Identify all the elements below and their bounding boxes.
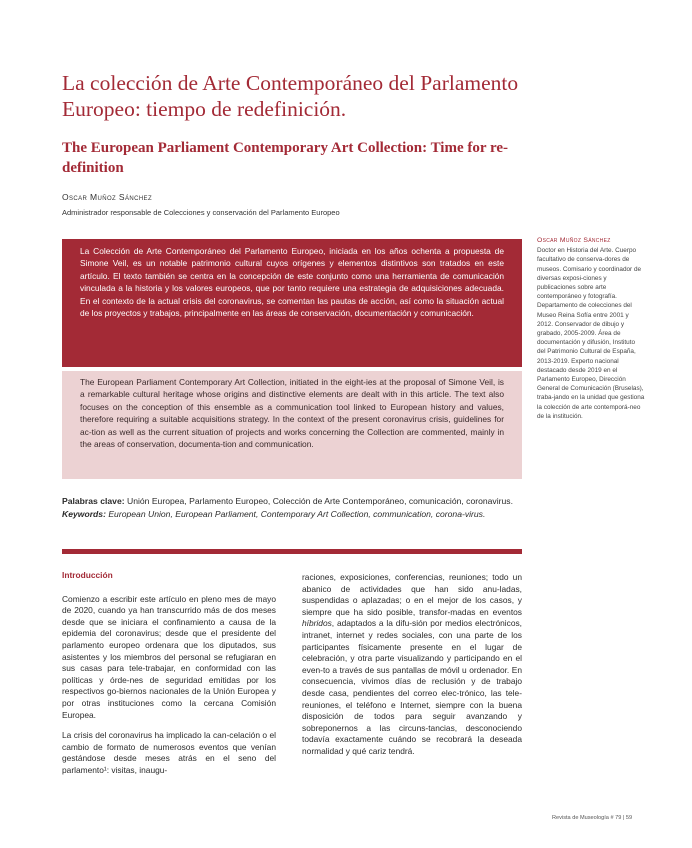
keywords-english xyxy=(62,509,522,521)
author-bio-sidebar xyxy=(537,236,645,421)
body-column-left xyxy=(62,568,276,786)
section-divider xyxy=(62,549,522,554)
abstract-english-text: The European Parliament Contemporary Art Collection, initiated in the eight-ies at the proposal of Simone Veil, is a remarkable cultural heritage whose origins and distinctive elements are dealt with in this article. The text also focuses on the conception of this ensemble as a communication tool linked to European history and values, therefore requiring a suitable acquisitions strategy. In the context of the present coronavirus crisis, guidelines for ac-tion as well as the current situation of projects and works concerning the Collection are commented, mainly in the areas of conservation, documenta-tion and communication. xyxy=(80,377,504,450)
keywords-english-text: European Union, European Parliament, Contemporary Art Collection, communication, corona-virus. xyxy=(108,508,486,519)
body-paragraph-3-part-a: raciones, exposiciones, conferencias, reuniones; todo un abanico de actividades que han sido anu-ladas, suspendidas o aplazadas; o en el mejor de los casos, y siempre que ha sido posible, transfor-madas en eventos xyxy=(302,572,522,617)
sidebar-author-bio: Doctor en Historia del Arte. Cuerpo facultativo de conserva-dores de museos. Comisario y coordinador de diversas exposi-ciones y publicaciones sobre arte contemporáneo y fotografía. Departamento de colecciones del Museo Reina Sofía entre 2001 y 2012. Conservador de dibujo y grabado, 2005-2009. Área de documentación y difusión, Instituto del Patrimonio Cultural de España, 2013-2019. Experto nacional destacado desde 2019 en el Parlamento Europeo, Dirección General de Comunicación (Bruselas), traba-jando en la unidad que gestiona la colección de arte contemporá-neo de la institución. xyxy=(537,247,645,420)
keywords-spanish-label: Palabras clave: xyxy=(62,496,125,506)
keywords-block xyxy=(62,496,522,521)
body-paragraph-2: La crisis del coronavirus ha implicado la can-celación o el cambio de formato de numerosos eventos que venían gestándose desde meses atrás en el seno del parlamento¹: visitas, inaugu- xyxy=(62,730,276,775)
abstract-english-box xyxy=(62,371,522,479)
body-paragraph-3 xyxy=(302,572,522,758)
keywords-spanish-text: Unión Europea, Parlamento Europeo, Colección de Arte Contemporáneo, comunicación, coronavirus. xyxy=(126,496,513,506)
page-footer: Revista de Museología # 79 | 59 xyxy=(552,815,633,821)
sidebar-author-name: Oscar Muñoz Sánchez xyxy=(537,237,611,244)
keywords-english-label: Keywords: xyxy=(62,508,106,519)
body-column-right xyxy=(302,572,522,767)
abstract-spanish-text: La Colección de Arte Contemporáneo del Parlamento Europeo, iniciada en los años ochenta a propuesta de Simone Veil, es un notable patrimonio cultural cuyos orígenes y elementos distintivos son tratados en este artículo. El texto también se centra en la concepción de este conjunto como una herramienta de comunicación vinculada a la historia y los valores europeos, que por tanto requiere una estrategia de adquisiciones adecuada. En el contexto de la actual crisis del coronavirus, se comentan las pautas de acción, así como la situación actual de los proyectos y trabajos, principalmente en las áreas de conservación, documentación y comunicación. xyxy=(80,246,504,319)
article-title-spanish: La colección de Arte Contemporáneo del Parlamento Europeo: tiempo de redefinición. xyxy=(62,71,519,121)
article-title-english: The European Parliament Contemporary Art Collection: Time for re-definition xyxy=(62,140,509,176)
abstract-spanish-box xyxy=(62,239,522,367)
body-paragraph-3-part-b: , adaptados a la difu-sión por medios electrónicos, intranet, internet y redes sociales, con una parte de los participantes físicamente presente en el lugar de celebración, y otra parte visualizando y participando en el even-to a través de sus pantallas de móvil u ordenador. En consecuencia, vivimos días de reclusión y de trabajo desde casa, pendientes del correo elec-trónico, las tele-reuniones, el teléfono e Internet, siempre con la buena disposición de todos para seguir avanzando y sobreponernos a las circuns-tancias, desconociendo todavía exactamente cuándo se recobrará la deseada normalidad y qué cariz tendrá. xyxy=(302,618,522,756)
author-role: Administrador responsable de Colecciones y conservación del Parlamento Europeo xyxy=(62,208,340,217)
section-heading: Introducción xyxy=(62,570,113,580)
body-paragraph-1: Comienzo a escribir este artículo en pleno mes de mayo de 2020, cuando ya han transcurrido más de dos meses desde que se iniciara el confinamiento a causa de la epidemia del coronavirus; desde que el presidente del parlamento europeo ordenara que los diputados, sus asistentes y los miembros del personal se refugiaran en sus casas para tele-trabajar, en conformidad con las políticas y órde-nes de seguridad emitidas por los respectivos go-biernos nacionales de la Unión Europea y por otras instituciones como la cercana Comisión Europea. xyxy=(62,593,276,720)
body-paragraph-3-emphasis: híbridos xyxy=(302,618,332,629)
keywords-spanish xyxy=(62,496,522,508)
author-name: Oscar Muñoz Sánchez xyxy=(62,192,153,202)
